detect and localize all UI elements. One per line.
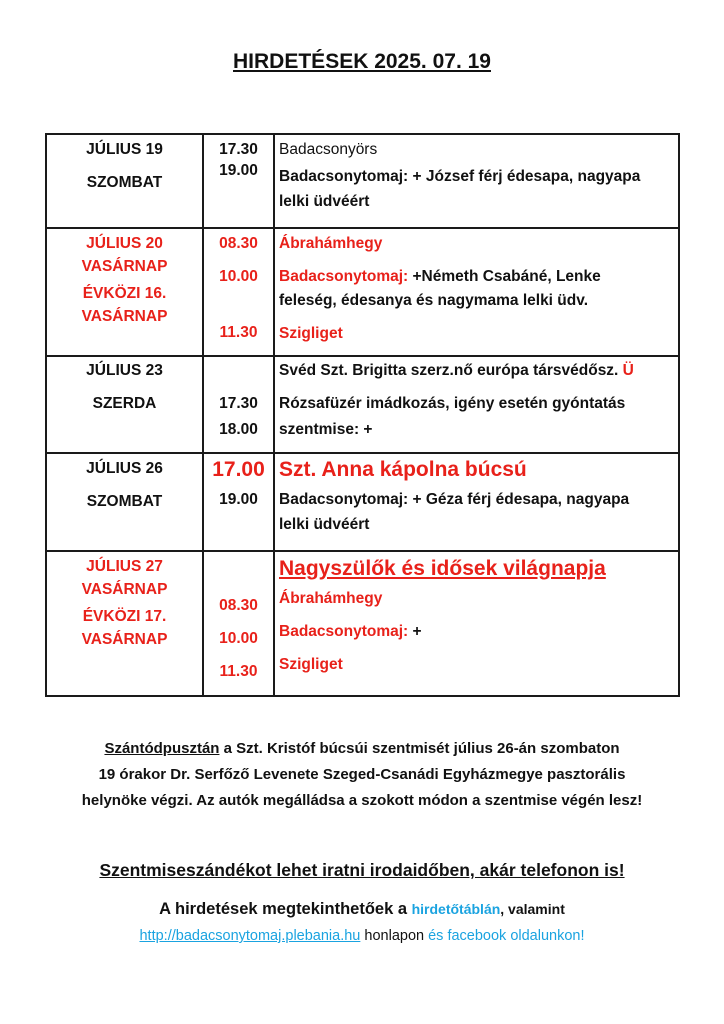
notice-paragraph (0, 736, 724, 814)
footer-line (0, 900, 724, 919)
event-text: szentmise: + (279, 421, 373, 438)
table-row (46, 134, 679, 228)
event-text: Szigliget (279, 325, 343, 342)
event-text: Ábrahámhegy (279, 590, 383, 607)
event-title: Nagyszülők és idősek világnapja (279, 557, 606, 580)
event-text: Badacsonytomaj: + Géza férj édesapa, nagyapa (279, 491, 630, 508)
notice-text: helynöke végzi. Az autók megálládsa a szokott módon a szentmise végén lesz! (81, 792, 643, 809)
notice-place: Szántódpusztán (104, 740, 220, 757)
time-label: 17.30 (219, 141, 258, 158)
event-cell (274, 356, 679, 453)
event-text: +Németh Csabáné, Lenke (408, 268, 601, 285)
day-cell (46, 551, 203, 696)
event-text: Badacsonytomaj: + József férj édesapa, nagyapa (279, 168, 641, 185)
table-row (46, 453, 679, 551)
time-cell (203, 551, 274, 696)
board-text: hirdetőtáblán (411, 901, 501, 917)
weekday-label: SZOMBAT (86, 493, 163, 510)
event-text: lelki üdvéért (279, 193, 370, 210)
time-cell (203, 228, 274, 356)
weekday-label: VASÁRNAP (81, 631, 168, 648)
time-label: 19.00 (219, 162, 258, 179)
event-text: Badacsonyörs (279, 141, 378, 158)
liturgical-label: ÉVKÖZI 16. (82, 285, 167, 302)
notice-text: a Szt. Kristóf búcsúi szentmisét július 26-án szombaton (219, 740, 620, 757)
event-text: Szigliget (279, 656, 343, 673)
event-place: Badacsonytomaj: (279, 268, 409, 285)
time-cell (203, 356, 274, 453)
table-row (46, 228, 679, 356)
day-label: JÚLIUS 19 (86, 141, 163, 158)
day-cell (46, 228, 203, 356)
event-title: Szt. Anna kápolna búcsú (279, 458, 527, 481)
notice-text: 19 órakor Dr. Serfőző Levenete Szeged-Csanádi Egyházmegye pasztorális (98, 766, 626, 783)
day-cell (46, 134, 203, 228)
schedule-table (45, 133, 680, 697)
day-label: JÚLIUS 27 (86, 558, 163, 575)
event-text: + (408, 623, 422, 640)
footer-text: honlapon (360, 928, 429, 944)
time-label: 10.00 (219, 630, 258, 647)
weekday-label: SZERDA (92, 395, 157, 412)
event-text: lelki üdvéért (279, 516, 370, 533)
time-label: 08.30 (219, 597, 258, 614)
liturgical-label: ÉVKÖZI 17. (82, 608, 167, 625)
holiday-mark: Ü (622, 362, 634, 379)
time-label: 18.00 (219, 421, 258, 438)
facebook-text: és facebook oldalunkon! (428, 928, 585, 944)
footer-text: , valamint (500, 901, 565, 917)
day-cell (46, 453, 203, 551)
event-cell (274, 134, 679, 228)
time-label: 10.00 (219, 268, 258, 285)
time-label: 11.30 (219, 663, 258, 680)
time-label: 08.30 (219, 235, 258, 252)
footer-line (0, 928, 724, 944)
event-text: Ábrahámhegy (279, 235, 383, 252)
table-row (46, 551, 679, 696)
table-row (46, 356, 679, 453)
weekday-label: VASÁRNAP (81, 581, 168, 598)
event-text: Svéd Szt. Brigitta szerz.nő európa társvédősz. (279, 362, 623, 379)
weekday-label: VASÁRNAP (81, 258, 168, 275)
day-label: JÚLIUS 20 (86, 235, 163, 252)
day-label: JÚLIUS 26 (86, 460, 163, 477)
time-cell (203, 453, 274, 551)
event-cell (274, 551, 679, 696)
website-link[interactable]: http://badacsonytomaj.plebania.hu (139, 928, 361, 944)
weekday-label: SZOMBAT (86, 174, 163, 191)
event-text: Rózsafüzér imádkozás, igény esetén gyóntatás (279, 395, 626, 412)
page-title: HIRDETÉSEK 2025. 07. 19 (233, 50, 491, 73)
time-label: 19.00 (219, 491, 258, 508)
time-label: 11.30 (219, 324, 258, 341)
time-cell (203, 134, 274, 228)
time-label: 17.00 (212, 458, 265, 481)
event-place: Badacsonytomaj: (279, 623, 409, 640)
day-label: JÚLIUS 23 (86, 362, 163, 379)
event-cell (274, 453, 679, 551)
event-cell (274, 228, 679, 356)
day-cell (46, 356, 203, 453)
event-text: feleség, édesanya és nagymama lelki üdv. (279, 292, 589, 309)
footer-text: A hirdetések megtekinthetőek a (159, 900, 412, 918)
weekday-label: VASÁRNAP (81, 308, 168, 325)
intentions-note: Szentmiseszándékot lehet iratni irodaidőben, akár telefonon is! (99, 860, 625, 880)
time-label: 17.30 (219, 395, 258, 412)
